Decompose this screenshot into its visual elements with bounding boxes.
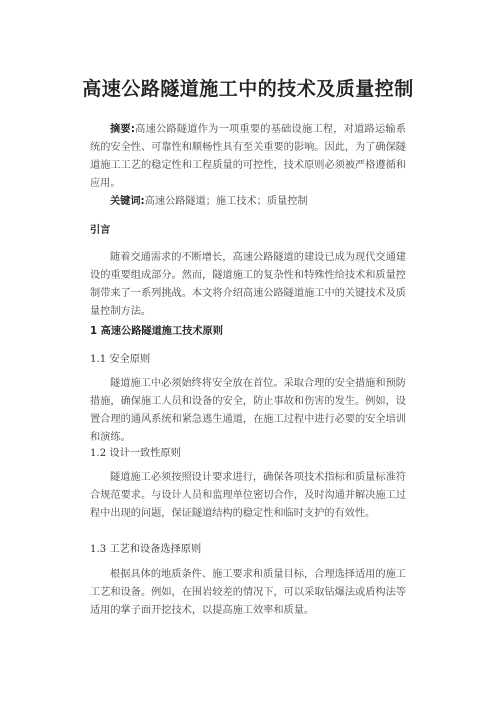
keywords-label: 关键词: xyxy=(110,196,145,207)
keywords-paragraph xyxy=(90,193,406,211)
section1-3-heading: 1.3 工艺和设备选择原则 xyxy=(90,544,202,555)
section1-heading: 1 高速公路隧道施工技术原则 xyxy=(90,326,223,337)
section1-2-paragraph: 隧道施工必须按照设计要求进行，确保各项技术指标和质量标准符合规范要求。与设计人员和监理单位密切合作，及时沟通并解决施工过程中出现的问题，保证隧道结构的稳定性和临时支护的有效性。 xyxy=(90,472,406,519)
abstract-label: 摘要: xyxy=(110,124,135,135)
keywords-text: 高速公路隧道；施工技术；质量控制 xyxy=(144,196,308,207)
section1-1-paragraph: 隧道施工中必须始终将安全放在首位。采取合理的安全措施和预防措施，确保施工人员和设备的安全，防止事故和伤害的发生。例如，设置合理的通风系统和紧急逃生通道，在施工过程中进行必要的安全培训和演练。 xyxy=(90,378,406,443)
section1-3-paragraph: 根据具体的地质条件、施工要求和质量目标，合理选择适用的施工工艺和设备。例如，在围岩较差的情况下，可以采取钻爆法或盾构法等适用的掌子面开挖技术，以提高施工效率和质量。 xyxy=(90,569,406,616)
abstract-paragraph xyxy=(90,121,406,193)
intro-paragraph: 随着交通需求的不断增长，高速公路隧道的建设已成为现代交通建设的重要组成部分。然而，隧道施工的复杂性和特殊性给技术和质量控制带来了一系列挑战。本文将介绍高速公路隧道施工中的关键技术及质量控制方法。 xyxy=(90,252,406,317)
section1-2-heading: 1.2 设计一致性原则 xyxy=(90,448,181,459)
section1-1-heading: 1.1 安全原则 xyxy=(90,354,151,365)
abstract-text: 高速公路隧道作为一项重要的基础设施工程，对道路运输系统的安全性、可靠性和顺畅性具有至关重要的影响。因此，为了确保隧道施工工艺的稳定性和工程质量的可控性，技术原则必须被严格遵循和应用。 xyxy=(90,124,407,189)
document-title: 高速公路隧道施工中的技术及质量控制 xyxy=(82,78,414,100)
intro-heading: 引言 xyxy=(90,225,111,236)
